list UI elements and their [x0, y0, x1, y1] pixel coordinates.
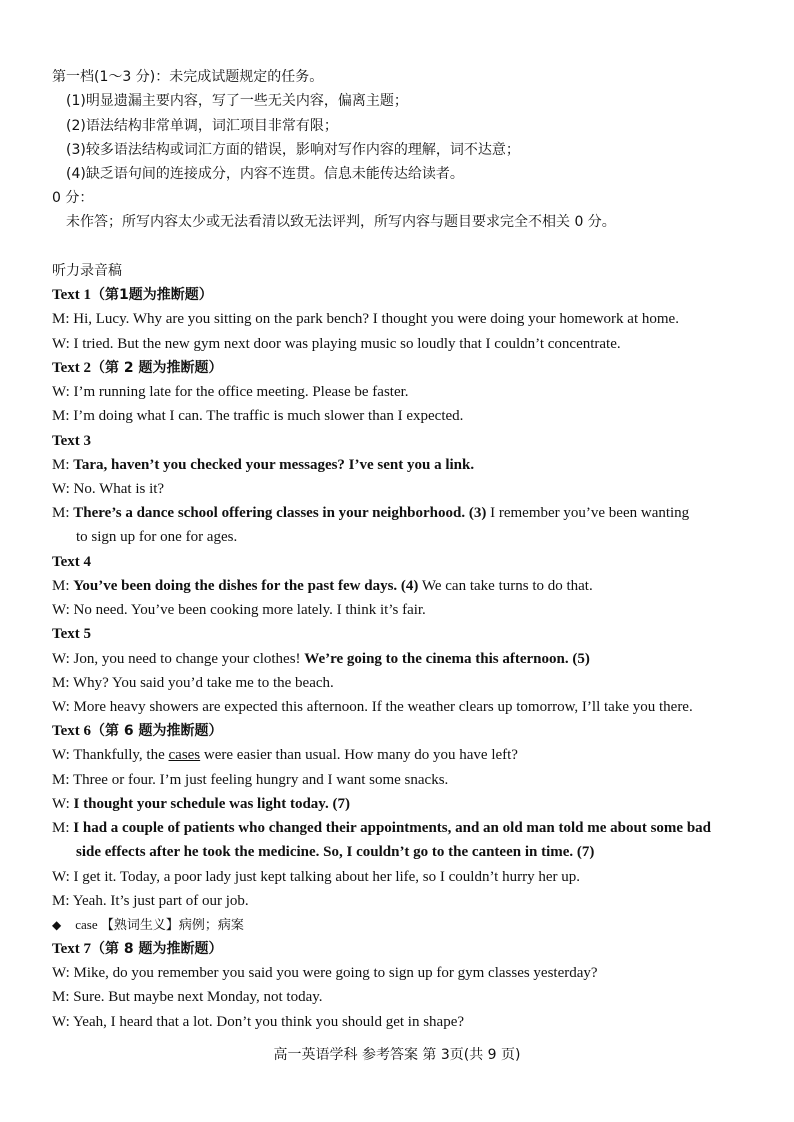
- grading-item-2: (2)语法结构非常单调，词汇项目非常有限；: [66, 118, 338, 134]
- text5-line2: M: Why? You said you’d take me to the beach.: [52, 675, 334, 691]
- text2-note: （第 2 题为推断题）: [91, 360, 223, 376]
- text6-line4: [52, 818, 711, 838]
- text2-heading: [52, 358, 223, 378]
- text4-line1: [52, 576, 593, 596]
- text7-line1: W: Mike, do you remember you said you were going to sign up for gym classes yesterday?: [52, 965, 598, 981]
- sentence-plain: W: Jon, you need to change your clothes!: [52, 651, 301, 667]
- text5-heading: Text 5: [52, 626, 92, 642]
- key-sentence: Tara, haven’t you checked your messages? I’ve sent you a link.: [73, 457, 475, 473]
- text3-line3-cont: to sign up for one for ages.: [76, 529, 238, 545]
- speaker: M:: [52, 457, 70, 473]
- sentence-start: W: Thankfully, the: [52, 747, 165, 763]
- vocab-meaning: 【熟词生义】病例；病案: [100, 918, 244, 933]
- diamond-icon: ◆: [52, 918, 62, 932]
- text1-head: Text 1: [52, 287, 92, 303]
- vocab-note: [52, 915, 244, 935]
- text1-note: （第1题为推断题）: [91, 287, 213, 303]
- grading-level1-title: 第一档(1～3 分)：未完成试题规定的任务。: [52, 69, 324, 85]
- text7-note: （第 8 题为推断题）: [91, 941, 223, 957]
- text1-line2: W: I tried. But the new gym next door was playing music so loudly that I couldn’t concentrate.: [52, 336, 621, 352]
- text5-line3: W: More heavy showers are expected this afternoon. If the weather clears up tomorrow, I’ll take you there.: [52, 699, 693, 715]
- text6-head: Text 6: [52, 723, 92, 739]
- text6-line3: [52, 794, 350, 814]
- grading-zero-title: 0 分：: [52, 190, 94, 206]
- text3-line1: [52, 455, 474, 475]
- text2-line2: M: I’m doing what I can. The traffic is much slower than I expected.: [52, 408, 464, 424]
- text6-note: （第 6 题为推断题）: [91, 723, 223, 739]
- page-footer: 高一英语学科 参考答案 第 3页(共 9 页): [273, 1047, 521, 1063]
- text4-heading: Text 4: [52, 554, 92, 570]
- text7-head: Text 7: [52, 941, 92, 957]
- key-sentence: We’re going to the cinema this afternoon. (5): [304, 651, 590, 667]
- sentence-rest: We can take turns to do that.: [421, 578, 593, 594]
- speaker: W:: [52, 796, 70, 812]
- text6-line4-cont: side effects after he took the medicine. So, I couldn’t go to the canteen in time. (7): [76, 844, 595, 860]
- text3-line3: [52, 503, 689, 523]
- text6-heading: [52, 721, 223, 741]
- text1-line1: M: Hi, Lucy. Why are you sitting on the park bench? I thought you were doing your homework at home.: [52, 311, 679, 327]
- grading-item-4: (4)缺乏语句间的连接成分，内容不连贯。信息未能传达给读者。: [66, 166, 464, 182]
- speaker: M:: [52, 820, 70, 836]
- grading-item-1: (1)明显遗漏主要内容，写了一些无关内容，偏离主题；: [66, 93, 408, 109]
- text7-heading: [52, 939, 223, 959]
- key-sentence: There’s a dance school offering classes in your neighborhood. (3): [73, 505, 487, 521]
- speaker: M:: [52, 505, 70, 521]
- text5-line1: [52, 649, 590, 669]
- text2-line1: W: I’m running late for the office meeting. Please be faster.: [52, 384, 409, 400]
- key-sentence: I thought your schedule was light today. (7): [73, 796, 350, 812]
- vocab-word: case: [75, 917, 98, 932]
- text3-line2: W: No. What is it?: [52, 481, 165, 497]
- key-sentence: I had a couple of patients who changed their appointments, and an old man told me about some bad: [73, 820, 712, 836]
- sentence-end: were easier than usual. How many do you have left?: [203, 747, 518, 763]
- text7-line3: W: Yeah, I heard that a lot. Don’t you think you should get in shape?: [52, 1014, 465, 1030]
- text6-line1: [52, 745, 518, 765]
- grading-zero-desc: 未作答；所写内容太少或无法看清以致无法评判，所写内容与题目要求完全不相关 0 分。: [66, 214, 616, 230]
- speaker: M:: [52, 578, 70, 594]
- key-sentence: You’ve been doing the dishes for the past few days. (4): [73, 578, 419, 594]
- text2-head: Text 2: [52, 360, 92, 376]
- text6-line2: M: Three or four. I’m just feeling hungry and I want some snacks.: [52, 772, 449, 788]
- text7-line2: M: Sure. But maybe next Monday, not today.: [52, 989, 323, 1005]
- text4-line2: W: No need. You’ve been cooking more lately. I think it’s fair.: [52, 602, 426, 618]
- text3-heading: Text 3: [52, 433, 92, 449]
- underlined-word: cases: [168, 747, 201, 763]
- grading-item-3: (3)较多语法结构或词汇方面的错误，影响对写作内容的理解，词不达意；: [66, 142, 520, 158]
- text6-line6: M: Yeah. It’s just part of our job.: [52, 893, 249, 909]
- transcript-title: 听力录音稿: [52, 263, 122, 279]
- sentence-rest: I remember you’ve been wanting: [490, 505, 690, 521]
- text6-line5: W: I get it. Today, a poor lady just kept talking about her life, so I couldn’t hurry her up.: [52, 869, 580, 885]
- text1-heading: [52, 285, 213, 305]
